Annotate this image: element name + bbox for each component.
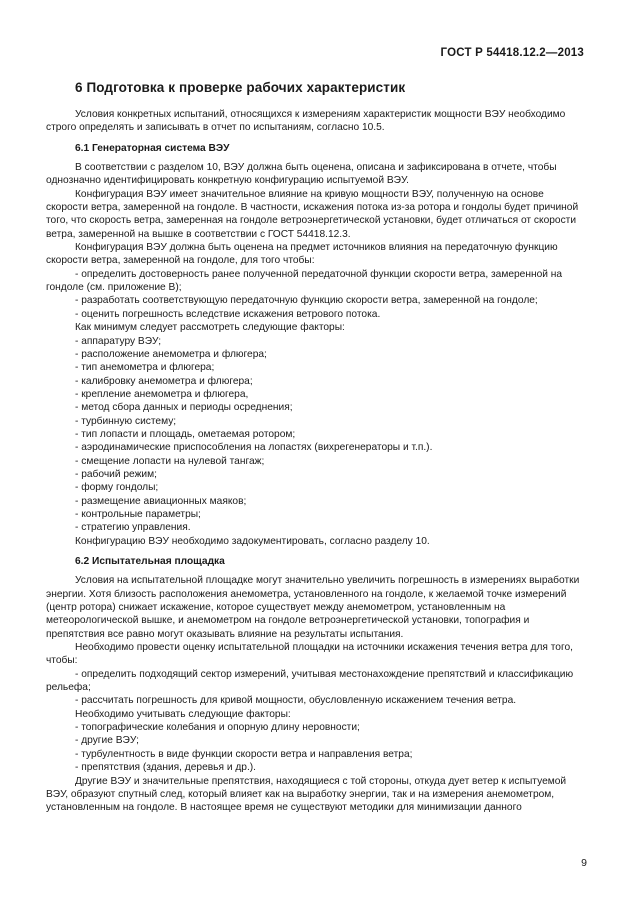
paragraph: Необходимо провести оценку испытательной площадки на источники искажения течения ветра для того, чтобы: (46, 642, 573, 667)
list-item: - другие ВЭУ; (75, 735, 139, 747)
list-item: - рассчитать погрешность для кривой мощности, обусловленную искажением течения ветра. (75, 695, 517, 707)
list-item: - определить достоверность ранее полученной передаточной функции скорости ветра, замеренной на гондоле (см. приложение В); (46, 268, 563, 294)
list-item: - тип анемометра и флюгера; (75, 362, 215, 374)
list-item: - крепление анемометра и флюгера, (75, 388, 249, 400)
list-item: - смещение лопасти на нулевой тангаж; (75, 455, 265, 467)
subsection-title-6-1: 6.1 Генераторная система ВЭУ (75, 142, 230, 154)
list-item: - размещение авиационных маяков; (75, 495, 247, 507)
list-item: - оценить погрешность вследствие искажения ветрового потока. (75, 308, 381, 320)
list-item: - аэродинамические приспособления на лопастях (вихрегенераторы и т.п.). (75, 442, 433, 454)
paragraph: Конфигурация ВЭУ должна быть оценена на предмет источников влияния на передаточную функцию скорости ветра, замеренной на гондоле, для того чтобы: (46, 242, 558, 267)
list-item: - стратегию управления. (75, 522, 191, 534)
list-item: - топографические колебания и опорную длину неровности; (75, 722, 360, 734)
list-item: - калибровку анемометра и флюгера; (75, 375, 253, 387)
list-item: - метод сбора данных и периоды осреднения; (75, 402, 293, 414)
paragraph: В соответствии с разделом 10, ВЭУ должна быть оценена, описана и зафиксирована в отчете, чтобы однозначно идентифицировать конкретную конфигурацию испытуемой ВЭУ. (46, 162, 557, 187)
list-item: - расположение анемометра и флюгера; (75, 348, 267, 360)
list-item: - контрольные параметры; (75, 508, 201, 520)
list-item: - тип лопасти и площадь, ометаемая ротором; (75, 428, 296, 440)
list-item: - определить подходящий сектор измерений, учитывая местонахождение препятствий и классификацию рельефа; (46, 668, 574, 694)
list-item: - форму гондолы; (75, 482, 159, 494)
list-item: - разработать соответствующую передаточную функцию скорости ветра, замеренной на гондоле; (75, 295, 538, 307)
list-item: - турбинную систему; (75, 415, 177, 427)
paragraph: Другие ВЭУ и значительные препятствия, находящиеся с той стороны, откуда дует ветер к испытуемой ВЭУ, образуют спутный след, который влияет как на выработку энергии, так и на измерения анемометром, установленным на гондоле. В настоящее время не существуют методики для минимизации данного (46, 775, 567, 814)
list-item: - аппаратуру ВЭУ; (75, 335, 162, 347)
list-item: - турбулентность в виде функции скорости ветра и направления ветра; (75, 748, 413, 760)
page-number: 9 (581, 857, 587, 869)
list-item: - рабочий режим; (75, 468, 157, 480)
subsection-title-6-2: 6.2 Испытательная площадка (75, 556, 225, 567)
factors-intro: Как минимум следует рассмотреть следующие факторы: (75, 322, 345, 334)
list-item: - препятствия (здания, деревья и др.). (75, 762, 257, 774)
paragraph: Условия на испытательной площадке могут значительно увеличить погрешность в измерениях выработки энергии. Хотя близость расположения анемометра, установленного на гондоле, к желаемой точке измерений (центр ротора) снижает искажение, которое существует между анемометром, установленным на метеорологической вышке, и анемометром на гондоле ветроэнергетической установки, топография и препятствия все равно могут оказывать влияние на результаты испытания. (46, 575, 580, 640)
paragraph: Конфигурация ВЭУ имеет значительное влияние на кривую мощности ВЭУ, полученную на основе скорости ветра, замеренной на гондоле. В частности, искажения потока из-за ротора и гондолы будет причиной того, что скорость ветра, замеренная на гондоле ветроэнергетической установки, будет отличаться от скорости ветра, замеренной на вышке в соответствии с ГОСТ 54418.12.3. (46, 188, 579, 240)
section-title: 6 Подготовка к проверке рабочих характеристик (75, 80, 406, 95)
document-header: ГОСТ Р 54418.12.2—2013 (440, 47, 584, 59)
intro-paragraph: Условия конкретных испытаний, относящихся к измерениям характеристик мощности ВЭУ необходимо строго определять и записывать в отчет по испытаниям, согласно 10.5. (46, 109, 566, 134)
document-body (46, 108, 586, 815)
factors-intro: Необходимо учитывать следующие факторы: (75, 708, 291, 720)
closing-paragraph: Конфигурацию ВЭУ необходимо задокументировать, согласно разделу 10. (75, 535, 430, 547)
